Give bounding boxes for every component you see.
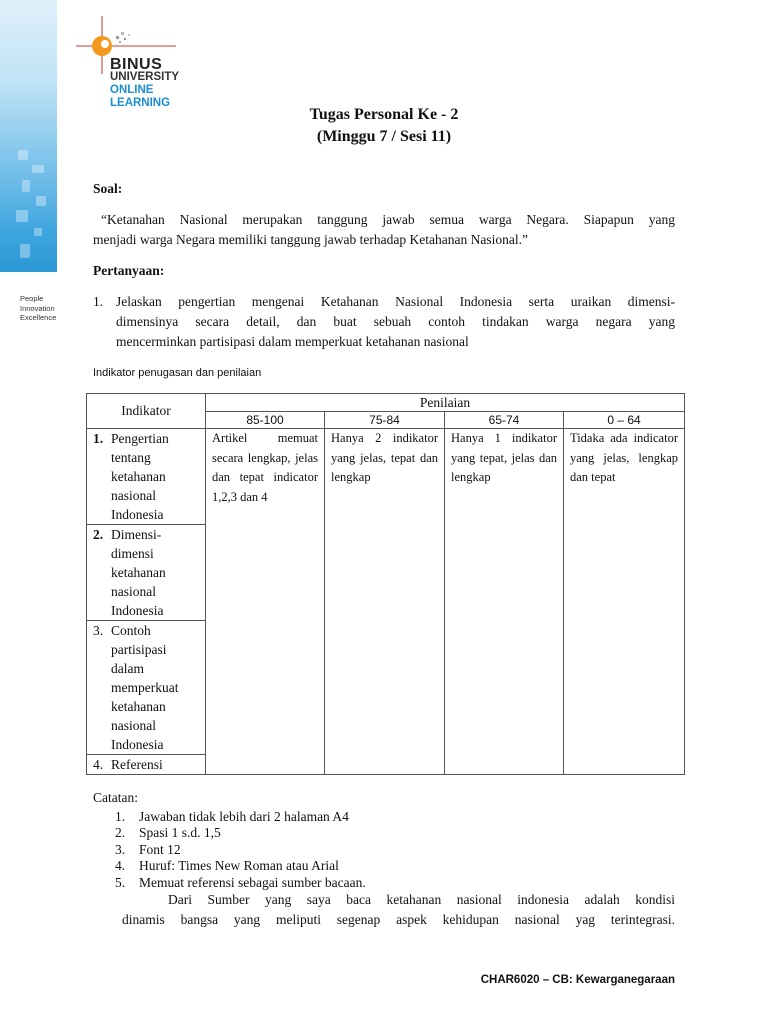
indicator-text: ketahanan: [111, 699, 166, 714]
indicator-text: Referensi: [111, 757, 163, 772]
indicator-text: dalam: [111, 661, 144, 676]
logo-binus: BINUS: [110, 56, 163, 73]
header-range: 65-74: [445, 412, 564, 429]
soal-quote-line-1: “Ketanahan Nasional merupakan tanggung jawab semua warga Negara. Siapapun yang: [101, 212, 675, 227]
question-number: 1.: [93, 294, 104, 309]
question-line-1: Jelaskan pengertian mengenai Ketahanan Nasional Indonesia serta uraikan dimensi-: [116, 294, 675, 309]
document-subtitle: (Minggu 7 / Sesi 11): [316, 128, 452, 145]
indicator-text: Contoh: [111, 623, 151, 638]
pertanyaan-label: Pertanyaan:: [93, 263, 165, 278]
list-item: 2. Spasi 1 s.d. 1,5: [115, 825, 221, 840]
document-title: Tugas Personal Ke - 2: [309, 106, 459, 123]
list-item: 5. Memuat referensi sebagai sumber bacaan.: [115, 874, 366, 890]
rubric-table: [86, 393, 685, 775]
logo-university: UNIVERSITY: [110, 71, 180, 83]
header-range: 85-100: [206, 412, 325, 429]
indicator-text: ketahanan: [111, 469, 166, 484]
question-line-2: dimensinya secara detail, dan buat sebuah contoh tindakan warga negara yang: [116, 314, 675, 329]
header-penilaian: Penilaian: [206, 394, 685, 412]
soal-label: Soal:: [93, 181, 123, 196]
header-range: 75-84: [325, 412, 445, 429]
rubric-heading: Indikator penugasan dan penilaian: [93, 367, 262, 379]
indicator-text: Dimensi-: [111, 527, 162, 542]
notes-list: [93, 809, 366, 892]
tagline-line: Excellence: [20, 313, 57, 322]
indicator-text: partisipasi: [111, 642, 167, 657]
soal-quote-line-2: menjadi warga Negara memiliki tanggung jawab terhadap Ketahanan Nasional.”: [93, 232, 528, 247]
indicator-text: nasional: [111, 488, 156, 503]
indicator-text: Indonesia: [111, 603, 164, 618]
criteria-cell: Artikel memuat secara lengkap, jelas dan tepat indicator 1,2,3 dan 4: [206, 429, 325, 775]
binus-logo: [76, 16, 196, 116]
indicator-cell: [87, 621, 206, 755]
course-footer: CHAR6020 – CB: Kewarganegaraan: [480, 974, 675, 986]
logo-online: ONLINE: [110, 84, 154, 96]
indicator-cell: [87, 429, 206, 525]
indicator-text: Pengertian: [111, 431, 169, 446]
tagline-line: Innovation: [20, 303, 55, 313]
indicator-cell: [87, 525, 206, 621]
tagline-line: People: [20, 294, 44, 303]
indicator-number: 2.: [93, 527, 104, 542]
indicator-text: tentang: [111, 450, 151, 465]
criteria-cell: Hanya 1 indikator yang tepat, jelas dan lengkap: [445, 429, 564, 775]
notes-label: Catatan:: [93, 790, 138, 805]
indicator-cell: [87, 755, 206, 775]
question-line-3: mencerminkan partisipasi dalam memperkuat ketahanan nasional: [116, 334, 469, 349]
criteria-cell: Tidaka ada indicator yang jelas, lengkap dan tepat: [564, 429, 685, 775]
indicator-text: memperkuat: [111, 680, 179, 695]
answer-line-2: dinamis bangsa yang meliputi segenap aspek kehidupan nasional yag terintegrasi.: [122, 912, 675, 927]
indicator-number: 3.: [93, 623, 104, 638]
logo-wordmark: [110, 58, 179, 110]
list-item: 3. Font 12: [115, 841, 181, 857]
logo-learning: LEARNING: [110, 97, 171, 109]
notes-section: [93, 790, 366, 891]
indicator-number: 1.: [93, 431, 104, 446]
indicator-text: dimensi: [111, 546, 154, 561]
header-range: 0 – 64: [564, 412, 685, 429]
indicator-number: 4.: [93, 757, 104, 772]
indicator-text: Indonesia: [111, 507, 164, 522]
indicator-text: ketahanan: [111, 565, 166, 580]
list-item: 1. Jawaban tidak lebih dari 2 halaman A4: [115, 808, 349, 824]
answer-line-1: Dari Sumber yang saya baca ketahanan nasional indonesia adalah kondisi: [168, 892, 675, 907]
indicator-text: nasional: [111, 584, 156, 599]
criteria-cell: Hanya 2 indikator yang jelas, tepat dan lengkap: [325, 429, 445, 775]
indicator-text: nasional: [111, 718, 156, 733]
list-item: 4. Huruf: Times New Roman atau Arial: [115, 858, 339, 873]
indicator-text: Indonesia: [111, 737, 164, 752]
brand-tagline: [20, 294, 56, 323]
header-indikator: Indikator: [87, 394, 206, 429]
